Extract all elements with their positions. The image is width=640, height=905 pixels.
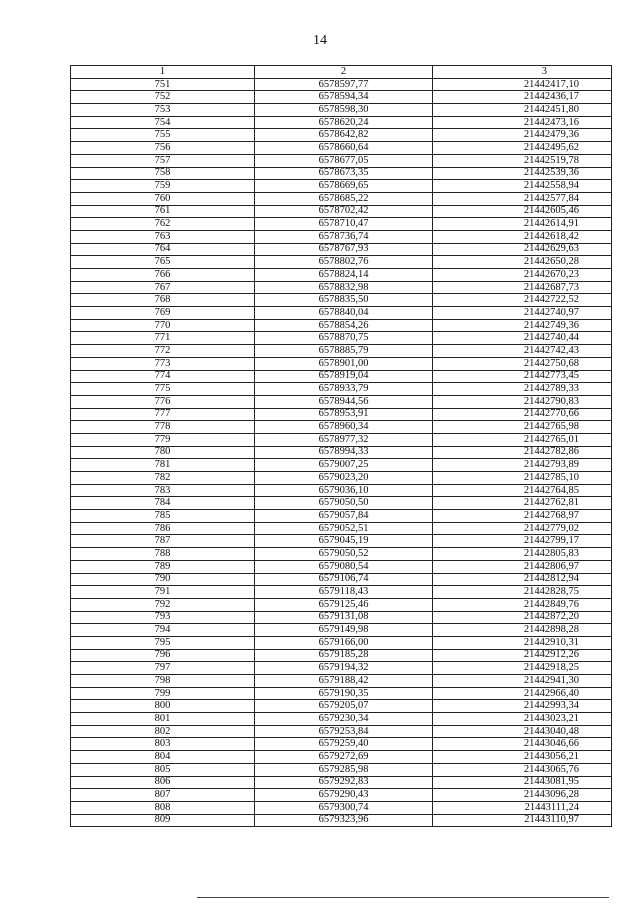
column-header-x-coordinate: 2 xyxy=(255,66,433,79)
point-number-cell: 801 xyxy=(71,713,255,726)
y-coordinate-cell: 21442773,45 xyxy=(433,370,612,383)
y-coordinate-cell: 21442670,23 xyxy=(433,269,612,282)
point-number-cell: 771 xyxy=(71,332,255,345)
y-coordinate-cell: 21442918,25 xyxy=(433,662,612,675)
x-coordinate-cell: 6578710,47 xyxy=(255,218,433,231)
y-coordinate-cell: 21442749,36 xyxy=(433,319,612,332)
point-number-cell: 770 xyxy=(71,319,255,332)
point-number-cell: 766 xyxy=(71,269,255,282)
table-body xyxy=(71,78,612,827)
x-coordinate-cell: 6579106,74 xyxy=(255,573,433,586)
table-row xyxy=(71,395,612,408)
y-coordinate-cell: 21442558,94 xyxy=(433,180,612,193)
y-coordinate-cell: 21443023,21 xyxy=(433,713,612,726)
y-coordinate-cell: 21442495,62 xyxy=(433,142,612,155)
point-number-cell: 777 xyxy=(71,408,255,421)
point-number-cell: 808 xyxy=(71,801,255,814)
point-number-cell: 774 xyxy=(71,370,255,383)
point-number-cell: 799 xyxy=(71,687,255,700)
table-row xyxy=(71,446,612,459)
y-coordinate-cell: 21442770,66 xyxy=(433,408,612,421)
x-coordinate-cell: 6578673,35 xyxy=(255,167,433,180)
x-coordinate-cell: 6578994,33 xyxy=(255,446,433,459)
table-row xyxy=(71,205,612,218)
x-coordinate-cell: 6578824,14 xyxy=(255,269,433,282)
table-row xyxy=(71,345,612,358)
table-row xyxy=(71,218,612,231)
point-number-cell: 761 xyxy=(71,205,255,218)
y-coordinate-cell: 21442828,75 xyxy=(433,586,612,599)
y-coordinate-cell: 21443081,95 xyxy=(433,776,612,789)
point-number-cell: 790 xyxy=(71,573,255,586)
y-coordinate-cell: 21442762,81 xyxy=(433,497,612,510)
table-row xyxy=(71,91,612,104)
point-number-cell: 778 xyxy=(71,421,255,434)
table-row xyxy=(71,230,612,243)
point-number-cell: 754 xyxy=(71,116,255,129)
table-row xyxy=(71,78,612,91)
x-coordinate-cell: 6579190,35 xyxy=(255,687,433,700)
table-row xyxy=(71,116,612,129)
table-row xyxy=(71,636,612,649)
point-number-cell: 794 xyxy=(71,624,255,637)
table-header-row xyxy=(71,66,612,79)
x-coordinate-cell: 6578669,65 xyxy=(255,180,433,193)
x-coordinate-cell: 6578660,64 xyxy=(255,142,433,155)
x-coordinate-cell: 6578953,91 xyxy=(255,408,433,421)
table-row xyxy=(71,497,612,510)
x-coordinate-cell: 6578767,93 xyxy=(255,243,433,256)
y-coordinate-cell: 21442764,85 xyxy=(433,484,612,497)
table-row xyxy=(71,383,612,396)
point-number-cell: 789 xyxy=(71,560,255,573)
table-row xyxy=(71,510,612,523)
x-coordinate-cell: 6578598,30 xyxy=(255,104,433,117)
table-row xyxy=(71,548,612,561)
x-coordinate-cell: 6578597,77 xyxy=(255,78,433,91)
x-coordinate-cell: 6579050,50 xyxy=(255,497,433,510)
table-row xyxy=(71,738,612,751)
point-number-cell: 753 xyxy=(71,104,255,117)
table-row xyxy=(71,421,612,434)
y-coordinate-cell: 21443065,76 xyxy=(433,763,612,776)
x-coordinate-cell: 6579259,40 xyxy=(255,738,433,751)
table-row xyxy=(71,294,612,307)
table-row xyxy=(71,472,612,485)
table-row xyxy=(71,167,612,180)
x-coordinate-cell: 6579290,43 xyxy=(255,789,433,802)
x-coordinate-cell: 6579057,84 xyxy=(255,510,433,523)
x-coordinate-cell: 6578870,75 xyxy=(255,332,433,345)
table-row xyxy=(71,598,612,611)
column-header-y-coordinate: 3 xyxy=(433,66,612,79)
table-row xyxy=(71,649,612,662)
table-row xyxy=(71,713,612,726)
y-coordinate-cell: 21442790,83 xyxy=(433,395,612,408)
point-number-cell: 751 xyxy=(71,78,255,91)
point-number-cell: 780 xyxy=(71,446,255,459)
y-coordinate-cell: 21442687,73 xyxy=(433,281,612,294)
point-number-cell: 760 xyxy=(71,192,255,205)
x-coordinate-cell: 6578919,04 xyxy=(255,370,433,383)
point-number-cell: 785 xyxy=(71,510,255,523)
point-number-cell: 763 xyxy=(71,230,255,243)
point-number-cell: 792 xyxy=(71,598,255,611)
y-coordinate-cell: 21442805,83 xyxy=(433,548,612,561)
point-number-cell: 788 xyxy=(71,548,255,561)
table-row xyxy=(71,243,612,256)
x-coordinate-cell: 6578977,32 xyxy=(255,433,433,446)
x-coordinate-cell: 6579292,83 xyxy=(255,776,433,789)
y-coordinate-cell: 21443056,21 xyxy=(433,751,612,764)
table-row xyxy=(71,751,612,764)
point-number-cell: 795 xyxy=(71,636,255,649)
x-coordinate-cell: 6578840,04 xyxy=(255,307,433,320)
table-row xyxy=(71,129,612,142)
y-coordinate-cell: 21442799,17 xyxy=(433,535,612,548)
point-number-cell: 768 xyxy=(71,294,255,307)
x-coordinate-cell: 6579052,51 xyxy=(255,522,433,535)
page-number: 14 xyxy=(313,33,327,48)
y-coordinate-cell: 21442740,97 xyxy=(433,307,612,320)
x-coordinate-cell: 6578736,74 xyxy=(255,230,433,243)
y-coordinate-cell: 21442473,16 xyxy=(433,116,612,129)
x-coordinate-cell: 6579300,74 xyxy=(255,801,433,814)
x-coordinate-cell: 6578702,42 xyxy=(255,205,433,218)
x-coordinate-cell: 6578901,00 xyxy=(255,357,433,370)
x-coordinate-cell: 6579253,84 xyxy=(255,725,433,738)
x-coordinate-cell: 6579045,19 xyxy=(255,535,433,548)
y-coordinate-cell: 21443110,97 xyxy=(433,814,612,827)
point-number-cell: 809 xyxy=(71,814,255,827)
y-coordinate-cell: 21442966,40 xyxy=(433,687,612,700)
table-row xyxy=(71,332,612,345)
y-coordinate-cell: 21442614,91 xyxy=(433,218,612,231)
coordinates-table xyxy=(70,65,612,827)
y-coordinate-cell: 21443096,28 xyxy=(433,789,612,802)
point-number-cell: 773 xyxy=(71,357,255,370)
table-row xyxy=(71,319,612,332)
table-row xyxy=(71,700,612,713)
y-coordinate-cell: 21442912,26 xyxy=(433,649,612,662)
x-coordinate-cell: 6579166,00 xyxy=(255,636,433,649)
point-number-cell: 781 xyxy=(71,459,255,472)
x-coordinate-cell: 6579131,08 xyxy=(255,611,433,624)
table-row xyxy=(71,586,612,599)
y-coordinate-cell: 21442806,97 xyxy=(433,560,612,573)
x-coordinate-cell: 6579050,52 xyxy=(255,548,433,561)
table-row xyxy=(71,154,612,167)
y-coordinate-cell: 21443040,48 xyxy=(433,725,612,738)
point-number-cell: 758 xyxy=(71,167,255,180)
x-coordinate-cell: 6578642,82 xyxy=(255,129,433,142)
x-coordinate-cell: 6579149,98 xyxy=(255,624,433,637)
y-coordinate-cell: 21442872,20 xyxy=(433,611,612,624)
x-coordinate-cell: 6579036,10 xyxy=(255,484,433,497)
y-coordinate-cell: 21442765,98 xyxy=(433,421,612,434)
table-row xyxy=(71,370,612,383)
point-number-cell: 807 xyxy=(71,789,255,802)
point-number-cell: 755 xyxy=(71,129,255,142)
table-row xyxy=(71,192,612,205)
x-coordinate-cell: 6578944,56 xyxy=(255,395,433,408)
point-number-cell: 779 xyxy=(71,433,255,446)
y-coordinate-cell: 21442812,94 xyxy=(433,573,612,586)
point-number-cell: 776 xyxy=(71,395,255,408)
point-number-cell: 793 xyxy=(71,611,255,624)
point-number-cell: 802 xyxy=(71,725,255,738)
y-coordinate-cell: 21442782,86 xyxy=(433,446,612,459)
point-number-cell: 772 xyxy=(71,345,255,358)
point-number-cell: 764 xyxy=(71,243,255,256)
point-number-cell: 791 xyxy=(71,586,255,599)
x-coordinate-cell: 6578933,79 xyxy=(255,383,433,396)
table-row xyxy=(71,573,612,586)
bottom-rule xyxy=(197,897,609,898)
point-number-cell: 775 xyxy=(71,383,255,396)
x-coordinate-cell: 6578835,50 xyxy=(255,294,433,307)
y-coordinate-cell: 21442479,36 xyxy=(433,129,612,142)
table-row xyxy=(71,535,612,548)
table-row xyxy=(71,776,612,789)
point-number-cell: 800 xyxy=(71,700,255,713)
y-coordinate-cell: 21442849,76 xyxy=(433,598,612,611)
table-row xyxy=(71,281,612,294)
table-row xyxy=(71,560,612,573)
y-coordinate-cell: 21442417,10 xyxy=(433,78,612,91)
x-coordinate-cell: 6579194,32 xyxy=(255,662,433,675)
x-coordinate-cell: 6578685,22 xyxy=(255,192,433,205)
table-row xyxy=(71,433,612,446)
table-row xyxy=(71,687,612,700)
y-coordinate-cell: 21442519,78 xyxy=(433,154,612,167)
point-number-cell: 783 xyxy=(71,484,255,497)
y-coordinate-cell: 21442742,43 xyxy=(433,345,612,358)
y-coordinate-cell: 21442765,01 xyxy=(433,433,612,446)
y-coordinate-cell: 21442779,02 xyxy=(433,522,612,535)
y-coordinate-cell: 21442750,68 xyxy=(433,357,612,370)
point-number-cell: 787 xyxy=(71,535,255,548)
point-number-cell: 767 xyxy=(71,281,255,294)
point-number-cell: 784 xyxy=(71,497,255,510)
table-row xyxy=(71,801,612,814)
point-number-cell: 759 xyxy=(71,180,255,193)
point-number-cell: 798 xyxy=(71,675,255,688)
y-coordinate-cell: 21442785,10 xyxy=(433,472,612,485)
x-coordinate-cell: 6579007,25 xyxy=(255,459,433,472)
table-row xyxy=(71,459,612,472)
table-row xyxy=(71,357,612,370)
point-number-cell: 796 xyxy=(71,649,255,662)
x-coordinate-cell: 6579125,46 xyxy=(255,598,433,611)
table-row xyxy=(71,408,612,421)
point-number-cell: 752 xyxy=(71,91,255,104)
table-row xyxy=(71,104,612,117)
x-coordinate-cell: 6578802,76 xyxy=(255,256,433,269)
x-coordinate-cell: 6579188,42 xyxy=(255,675,433,688)
x-coordinate-cell: 6579272,69 xyxy=(255,751,433,764)
x-coordinate-cell: 6579323,96 xyxy=(255,814,433,827)
y-coordinate-cell: 21442436,17 xyxy=(433,91,612,104)
y-coordinate-cell: 21442789,33 xyxy=(433,383,612,396)
table-row xyxy=(71,180,612,193)
table-row xyxy=(71,662,612,675)
y-coordinate-cell: 21442740,44 xyxy=(433,332,612,345)
x-coordinate-cell: 6578620,24 xyxy=(255,116,433,129)
y-coordinate-cell: 21442605,46 xyxy=(433,205,612,218)
point-number-cell: 769 xyxy=(71,307,255,320)
table-row xyxy=(71,624,612,637)
y-coordinate-cell: 21442768,97 xyxy=(433,510,612,523)
y-coordinate-cell: 21442650,28 xyxy=(433,256,612,269)
table-row xyxy=(71,725,612,738)
y-coordinate-cell: 21442910,31 xyxy=(433,636,612,649)
point-number-cell: 797 xyxy=(71,662,255,675)
x-coordinate-cell: 6578854,26 xyxy=(255,319,433,332)
y-coordinate-cell: 21442577,84 xyxy=(433,192,612,205)
x-coordinate-cell: 6578832,98 xyxy=(255,281,433,294)
column-header-point-number: 1 xyxy=(71,66,255,79)
table-row xyxy=(71,522,612,535)
table-row xyxy=(71,763,612,776)
x-coordinate-cell: 6578594,34 xyxy=(255,91,433,104)
x-coordinate-cell: 6579185,28 xyxy=(255,649,433,662)
y-coordinate-cell: 21442629,63 xyxy=(433,243,612,256)
point-number-cell: 762 xyxy=(71,218,255,231)
x-coordinate-cell: 6578885,79 xyxy=(255,345,433,358)
point-number-cell: 806 xyxy=(71,776,255,789)
point-number-cell: 782 xyxy=(71,472,255,485)
y-coordinate-cell: 21442722,52 xyxy=(433,294,612,307)
table-row xyxy=(71,307,612,320)
x-coordinate-cell: 6579285,98 xyxy=(255,763,433,776)
table-row xyxy=(71,269,612,282)
table-row xyxy=(71,814,612,827)
point-number-cell: 805 xyxy=(71,763,255,776)
y-coordinate-cell: 21443111,24 xyxy=(433,801,612,814)
x-coordinate-cell: 6579080,54 xyxy=(255,560,433,573)
table-row xyxy=(71,142,612,155)
x-coordinate-cell: 6578677,05 xyxy=(255,154,433,167)
x-coordinate-cell: 6578960,34 xyxy=(255,421,433,434)
y-coordinate-cell: 21442793,89 xyxy=(433,459,612,472)
point-number-cell: 786 xyxy=(71,522,255,535)
table-row xyxy=(71,484,612,497)
point-number-cell: 804 xyxy=(71,751,255,764)
y-coordinate-cell: 21442993,34 xyxy=(433,700,612,713)
x-coordinate-cell: 6579230,34 xyxy=(255,713,433,726)
point-number-cell: 765 xyxy=(71,256,255,269)
table-row xyxy=(71,675,612,688)
y-coordinate-cell: 21442451,80 xyxy=(433,104,612,117)
table-row xyxy=(71,256,612,269)
x-coordinate-cell: 6579023,20 xyxy=(255,472,433,485)
table-row xyxy=(71,611,612,624)
point-number-cell: 803 xyxy=(71,738,255,751)
table-row xyxy=(71,789,612,802)
y-coordinate-cell: 21443046,66 xyxy=(433,738,612,751)
y-coordinate-cell: 21442898,28 xyxy=(433,624,612,637)
point-number-cell: 757 xyxy=(71,154,255,167)
y-coordinate-cell: 21442618,42 xyxy=(433,230,612,243)
y-coordinate-cell: 21442539,36 xyxy=(433,167,612,180)
point-number-cell: 756 xyxy=(71,142,255,155)
x-coordinate-cell: 6579118,43 xyxy=(255,586,433,599)
x-coordinate-cell: 6579205,07 xyxy=(255,700,433,713)
y-coordinate-cell: 21442941,30 xyxy=(433,675,612,688)
